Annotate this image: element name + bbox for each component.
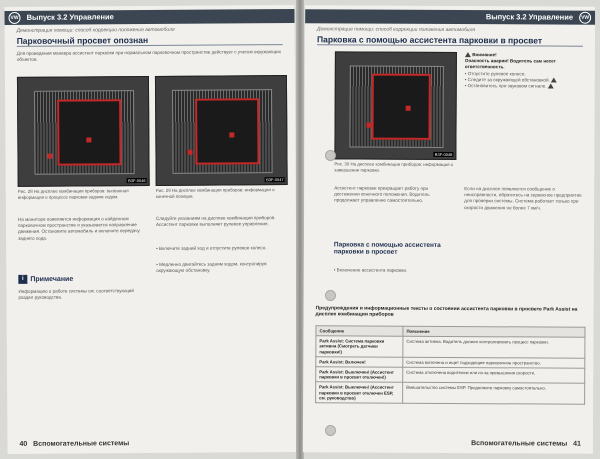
caption-29: Рис. 29 На дисплее комбинации приборов: информация о конечной позиции. (155, 187, 275, 199)
left-page (4, 5, 297, 454)
right-subsection-title: Парковка с помощью ассистента парковки в просвет (333, 241, 441, 256)
figure-tag: В3F-0046 (128, 178, 146, 184)
binder-hole (325, 150, 336, 161)
marker-icon (229, 133, 234, 138)
page-number: 40 (19, 440, 28, 448)
warning-item: Остановитесь при звуковом сигнале. (467, 83, 547, 89)
warning-item: Отпустите рулевое колесо. (467, 70, 526, 77)
left-footer (19, 440, 129, 448)
table-header-cell: Сообщение (316, 326, 403, 337)
left-col1-text: На мониторе появляется информация о найденном парковочном пространстве и указывается направление движения. Остановите автомобиль и включите передачу заднего хода. (17, 216, 140, 241)
display-frame (57, 99, 121, 166)
warning-icon (548, 84, 554, 89)
table-row (316, 336, 585, 358)
note-text: Информацию о работе системы см. соответствующий раздел руководства. (18, 288, 134, 301)
table-row (316, 382, 585, 404)
bullet-text: Включите задний ход и отпустите рулевое колесо. (159, 245, 267, 251)
table-title: Предупреждения и информационные тексты о состоянии ассистента парковки в просвете Park Assist на дисплее комбинации приборов (315, 305, 578, 318)
left-subtitle: Демонстрация помощи: способ коррекции положения автомобиля (16, 26, 175, 34)
display-frame (195, 98, 259, 165)
info-icon: i (18, 275, 27, 284)
figure-30-photo (334, 51, 457, 160)
figure-tag: В3F-0048 (434, 151, 453, 158)
warning-icon (551, 78, 557, 83)
right-subsection-text: • Включение ассистента парковки. (333, 267, 408, 273)
subsection-item: Включение ассистента парковки. (336, 267, 408, 273)
marker-icon (405, 106, 410, 111)
figure-29-photo (155, 75, 288, 186)
left-header (4, 9, 294, 25)
right-section-title: Парковка с помощью ассистента парковки в просвет (317, 34, 583, 46)
marker-icon (188, 150, 193, 155)
right-subtitle: Демонстрация помощи: способ коррекции положения автомобиля (317, 26, 476, 34)
caption-30: Рис. 30 На дисплее комбинации приборов: информация о завершении парковки. (334, 161, 454, 173)
table-row (316, 367, 585, 384)
table-cell-message: Park Assist: Система парковки активна (Смотреть датчики парковки!) (316, 336, 403, 357)
footer-title: Вспомогательные системы (33, 440, 130, 448)
left-header-text: Выпуск 3.2 Управление (26, 12, 114, 22)
figure-tag: В3F-0047 (266, 177, 284, 183)
binder-hole (325, 425, 336, 436)
binder-hole (325, 290, 336, 301)
bullet-item: • Включите задний ход и отпустите рулевое колесо. (156, 245, 267, 251)
table-cell-explanation: Система включена и ищет подходящее парковочное пространство. (403, 357, 585, 368)
caption-28: Рис. 28 На дисплее комбинации приборов: вызванная информация о процессе парковки задним ходом. (17, 188, 129, 200)
warning-item: Следите за окружающей обстановкой. (467, 76, 550, 83)
vw-logo-icon: VW (579, 12, 591, 24)
page-number: 41 (573, 440, 581, 448)
figure-28-photo (17, 76, 150, 187)
note-title-text: Примечание (30, 275, 74, 284)
left-col2-text: Следуйте указаниям на дисплее комбинации приборов. Ассистент парковки выполняет рулевое управление. (155, 215, 276, 228)
vw-logo-icon: VW (8, 12, 20, 24)
right-side-text: Если на дисплее появляется сообщение о неисправности, обратитесь на сервисное предприятие для проверки системы. Система работает только при скорости движения не более 7 км/ч. (464, 186, 582, 211)
table-cell-explanation: Система отключена водителем или из-за превышения скорости. (403, 367, 585, 383)
table-cell-explanation: Система активна. Водитель должен контролировать процесс парковки. (403, 336, 585, 358)
warning-icon (465, 52, 471, 57)
left-intro: Для проведения маневра ассистент парковки при нормальном парковочном пространстве действует с учетом окружающих объектов. (16, 49, 282, 63)
marker-icon (367, 123, 372, 128)
right-header (305, 9, 595, 25)
warning-intro: Внимание! (472, 52, 497, 58)
table-cell-message: Park Assist: Выключен! (Ассистент парковки в просвет отключен ESP, см. руководство) (316, 382, 403, 403)
bullet-item: • Медленно двигайтесь задним ходом, контролируя окружающую обстановку. (156, 261, 267, 274)
table-header-cell: Пояснение (403, 326, 585, 337)
table-cell-message: Park Assist: Выключен! (Ассистент парковки в просвет отключен!) (316, 367, 403, 383)
table-cell-message: Park Assist: Включен! (316, 357, 403, 368)
right-footer (471, 440, 581, 448)
table-cell-explanation: Вмешательство системы ESP. Продолжите парковку самостоятельно. (403, 383, 585, 405)
display-frame (371, 74, 431, 140)
marker-icon (47, 153, 52, 158)
messages-table (315, 325, 585, 404)
bullet-text: Медленно двигайтесь задним ходом, контролируя окружающую обстановку. (156, 261, 267, 274)
left-section-title: Парковочный просвет опознан (17, 34, 283, 47)
note-title (18, 275, 73, 284)
right-page (303, 5, 595, 454)
warning-block: Внимание! Опасность аварии! Водитель сам несет ответственность. • Отпустите рулевое колесо. • Следите за окружающей обстановкой. • Остановитесь при звуковом сигнале. (464, 52, 556, 89)
footer-title: Вспомогательные системы (471, 440, 568, 448)
right-col-text: Ассистент парковки прекращает работу при достижении конечного положения. Водитель продолжает управление самостоятельно. (334, 185, 430, 204)
right-header-text: Выпуск 3.2 Управление (485, 12, 574, 22)
marker-icon (86, 138, 91, 143)
warning-bold: Опасность аварии! Водитель сам несет ответственность. (464, 58, 556, 70)
